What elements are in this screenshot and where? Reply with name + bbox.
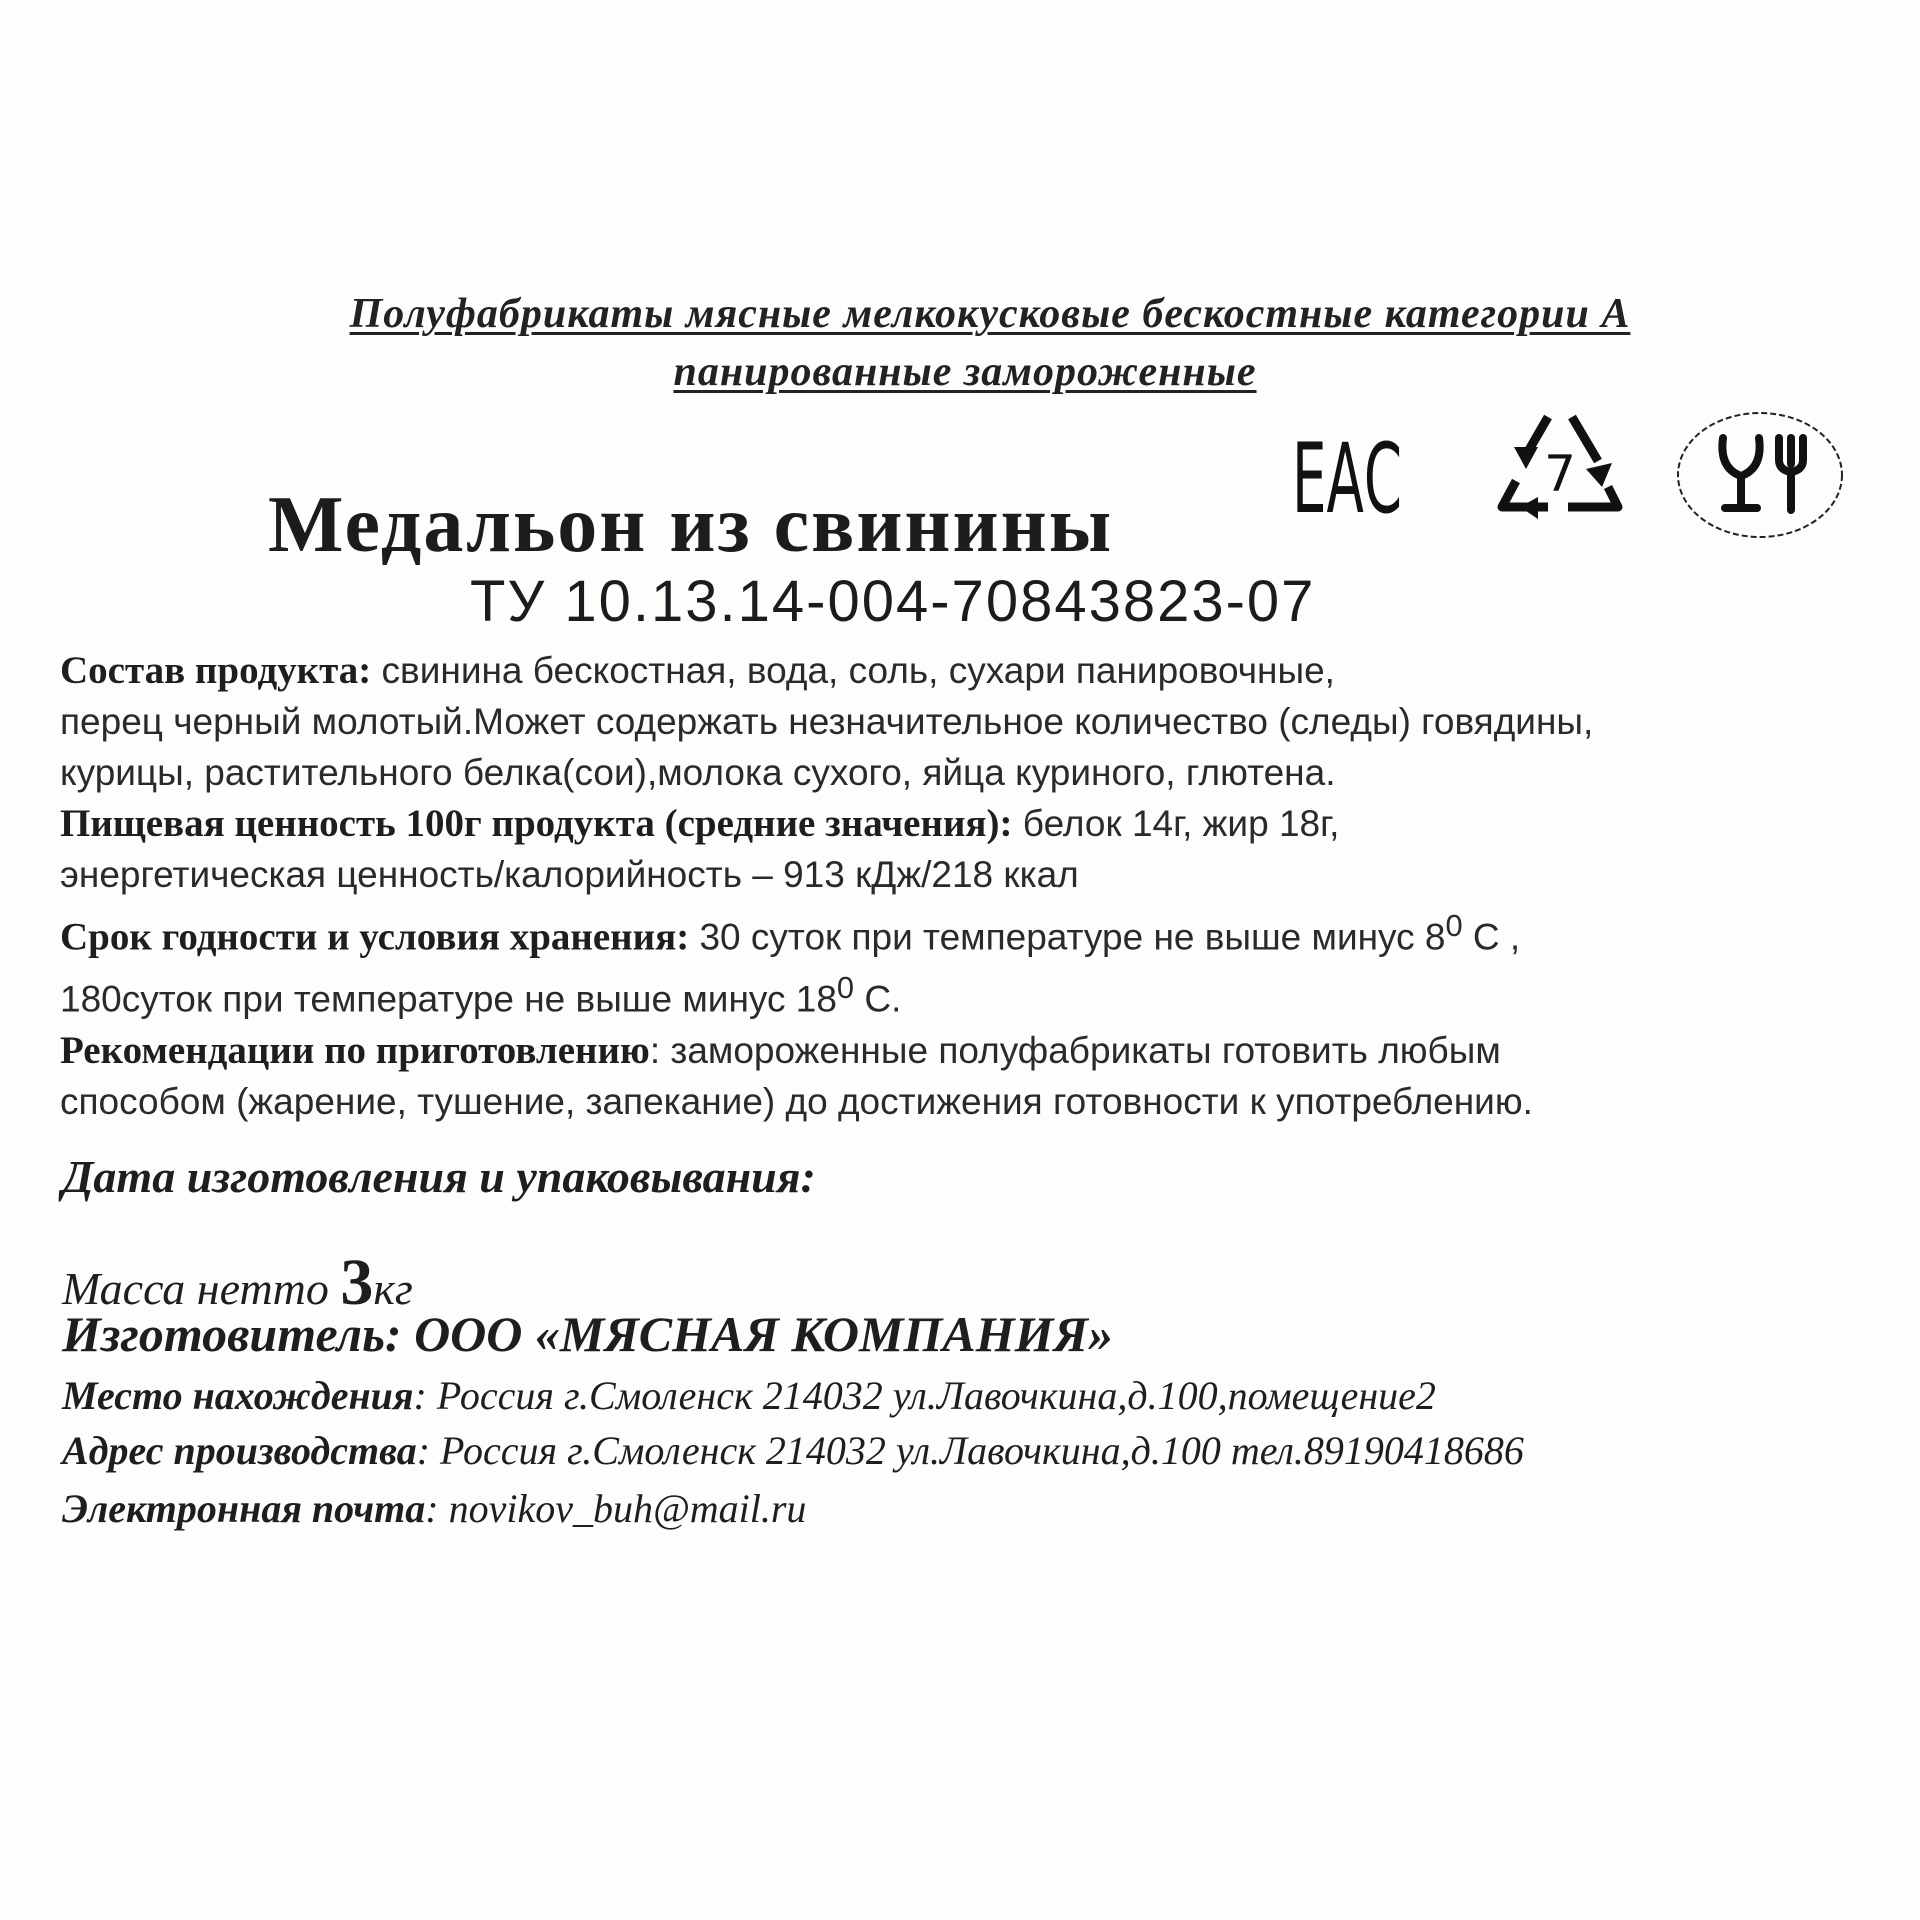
eac-icon: [1290, 423, 1405, 535]
net-mass-unit: кг: [373, 1263, 413, 1314]
tu-code: ТУ 10.13.14-004-70843823-07: [470, 569, 1316, 634]
composition-label: Состав продукта:: [60, 649, 372, 692]
location-value: : Россия г.Смоленск 214032 ул.Лавочкина,д.100,помещение2: [413, 1373, 1436, 1418]
net-mass-label: Масса нетто: [62, 1263, 341, 1314]
cooking-line-2: способом (жарение, тушение, запекание) до достижения готовности к употреблению.: [60, 1080, 1533, 1122]
recycle-icon: [1490, 405, 1630, 535]
svg-text:ЕАС: ЕАС: [1292, 423, 1402, 535]
production-address-value: : Россия г.Смоленск 214032 ул.Лавочкина,д.100 тел.89190418686: [416, 1428, 1524, 1473]
storage-line-1: [60, 900, 1900, 962]
nutrition-line-1: [60, 798, 1900, 849]
storage-text-1: 30 суток при температуре не выше минус 8: [689, 916, 1446, 958]
nutrition-text-1: белок 14г, жир 18г,: [1012, 803, 1340, 844]
category-line-1: Полуфабрикаты мясные мелкокусковые бескостные категории А: [349, 291, 1631, 337]
email-line: [62, 1485, 806, 1532]
storage-degree-1: 0: [1445, 908, 1463, 943]
nutrition-line-2: энергетическая ценность/калорийность – 913 кДж/218 ккал: [60, 854, 1079, 895]
cooking-line-1: [60, 1025, 1900, 1076]
manufacturer: Изготовитель: ООО «МЯСНАЯ КОМПАНИЯ»: [62, 1306, 1113, 1362]
location-line: [62, 1372, 1436, 1419]
food-contact-icon: [1675, 410, 1845, 540]
recycle-code: 7: [1544, 445, 1576, 503]
storage-degree-2: 0: [836, 970, 855, 1006]
cooking-text-1: : замороженные полуфабрикаты готовить любым: [649, 1029, 1501, 1071]
label-body: [60, 645, 1900, 1127]
cooking-label: Рекомендации по приготовлению: [60, 1028, 650, 1072]
certification-marks: [1290, 405, 1850, 555]
storage-line-2: [60, 962, 1900, 1024]
nutrition-label: Пищевая ценность 100г продукта (средние значения):: [60, 802, 1013, 845]
composition-line-1: [60, 645, 1900, 696]
storage-unit-2: С.: [854, 978, 902, 1020]
email-value: : novikov_buh@mail.ru: [425, 1486, 807, 1531]
storage-unit-1: С ,: [1462, 916, 1521, 958]
composition-text-1: свинина бескостная, вода, соль, сухари панировочные,: [371, 650, 1335, 691]
composition-line-3: курицы, растительного белка(сои),молока сухого, яйца куриного, глютена.: [60, 752, 1336, 793]
composition-line-2: перец черный молотый.Может содержать незначительное количество (следы) говядины,: [60, 701, 1594, 742]
net-mass-value: 3: [340, 1246, 374, 1319]
storage-label: Срок годности и условия хранения:: [60, 915, 690, 959]
product-title: Медальон из свинины: [268, 481, 1114, 569]
storage-text-2: 180суток при температуре не выше минус 18: [60, 978, 837, 1020]
production-address-label: Адрес производства: [62, 1428, 417, 1473]
production-date-label: Дата изготовления и упаковывания:: [62, 1151, 816, 1202]
email-label: Электронная почта: [62, 1486, 426, 1531]
category-line-2: панированные замороженные: [673, 349, 1257, 395]
location-label: Место нахождения: [62, 1373, 414, 1418]
production-address-line: [62, 1427, 1524, 1474]
